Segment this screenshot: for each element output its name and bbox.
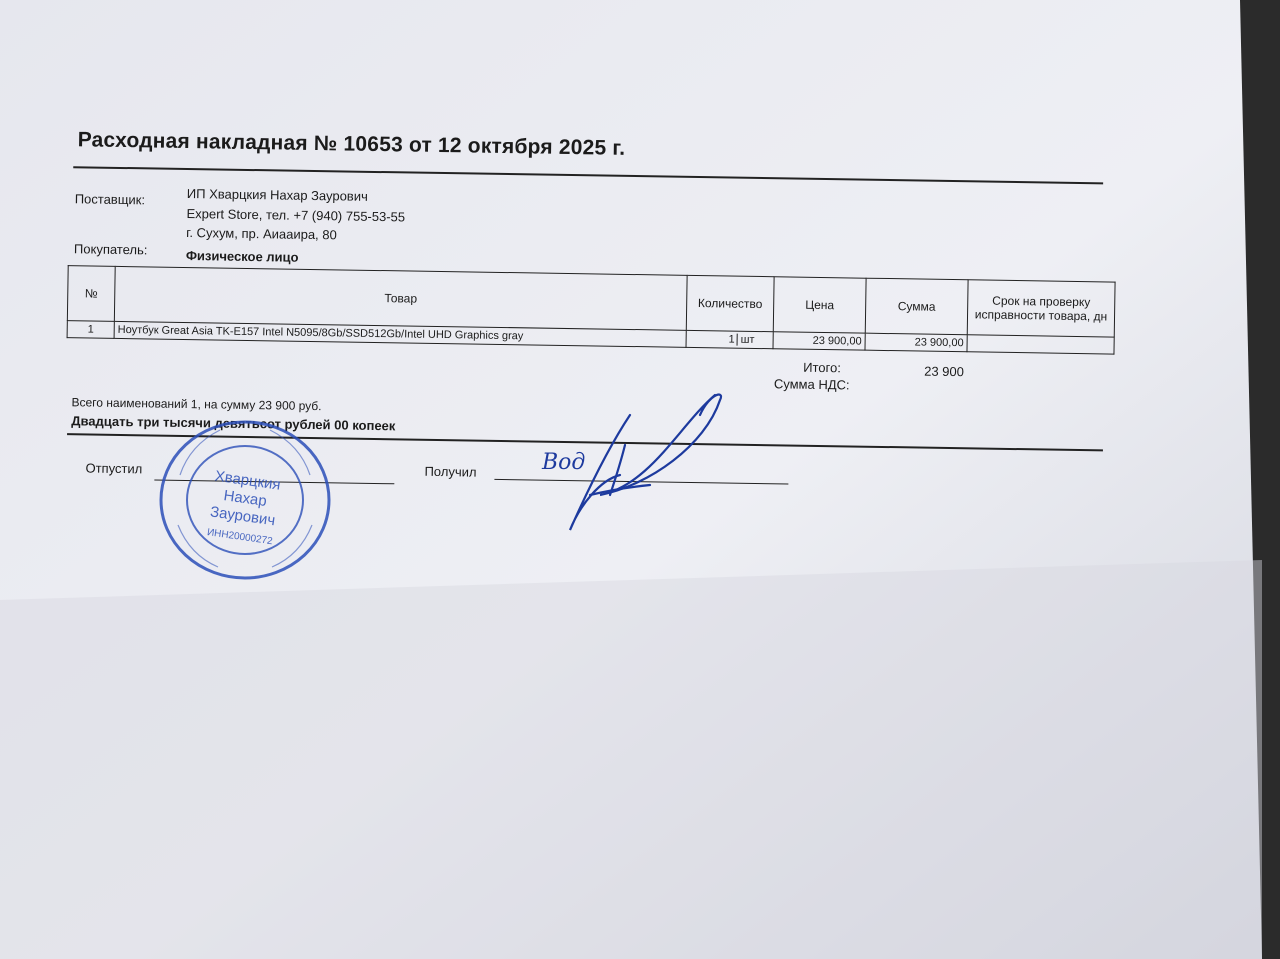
seal-line-1: Хварцкия <box>213 467 282 494</box>
seal-line-3: Заурович <box>209 503 277 530</box>
supplier-store: Expert Store, тел. +7 (940) 755-53-55 <box>186 206 406 225</box>
row-unit: шт <box>740 333 755 346</box>
row-item: Ноутбук Great Asia TK-E157 Intel N5095/8Gb/SSD512Gb/Intel UHD Graphics gray <box>114 321 686 347</box>
col-header-qty: Количество <box>686 275 774 331</box>
supplier-name: ИП Хварцкия Нахар Заурович <box>186 186 368 204</box>
received-handwriting: Вод <box>542 450 586 475</box>
col-header-price: Цена <box>773 277 866 333</box>
col-header-item: Товар <box>114 266 687 330</box>
buyer-label: Покупатель: <box>73 241 148 258</box>
col-header-no: № <box>67 266 115 322</box>
seal-inn: ИНН20000272 <box>206 527 274 548</box>
col-header-check-period: Срок на проверку исправности товара, дн <box>967 280 1115 337</box>
items-summary: Всего наименований 1, на сумму 23 900 руб. <box>71 395 322 414</box>
row-qty: 1 <box>687 333 738 346</box>
amount-in-words: Двадцать три тысячи девятьсот рублей 00 копеек <box>71 413 396 434</box>
supplier-address: г. Сухум, пр. Аиааира, 80 <box>186 224 337 243</box>
supplier-label: Поставщик: <box>74 191 146 208</box>
title-underline <box>73 166 1103 184</box>
goods-table <box>67 265 1116 354</box>
released-label: Отпустил <box>85 460 143 477</box>
round-seal <box>150 415 340 585</box>
document-title: Расходная накладная № 10653 от 12 октября 2025 г. <box>77 128 626 160</box>
row-price: 23 900,00 <box>773 332 865 350</box>
vat-label: Сумма НДС: <box>773 376 850 393</box>
handwritten-signature <box>530 385 750 545</box>
col-header-sum: Сумма <box>865 278 968 335</box>
received-label: Получил <box>424 463 477 480</box>
seal-line-2: Нахар <box>222 487 268 510</box>
total-value: 23 900 <box>924 363 965 380</box>
buyer-name: Физическое лицо <box>185 247 299 265</box>
total-label: Итого: <box>803 359 842 376</box>
row-no: 1 <box>67 321 114 339</box>
row-qty-cell <box>686 330 773 348</box>
row-sum: 23 900,00 <box>865 333 967 352</box>
row-check-period <box>967 335 1114 354</box>
